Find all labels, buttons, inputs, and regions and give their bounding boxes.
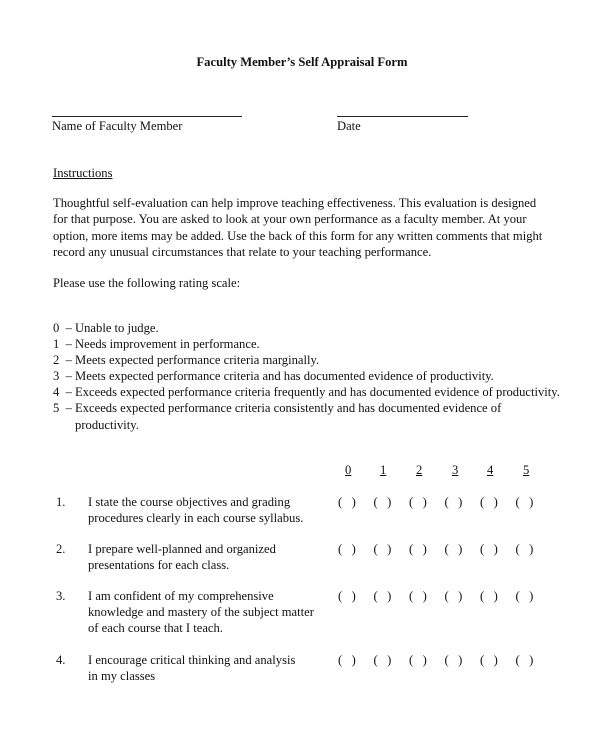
scale-item: 4 – Exceeds expected performance criteria frequently and has documented evidence of productivity. [53,385,560,400]
rating-option-4[interactable]: ( ) [480,495,498,509]
instructions-line: Thoughtful self-evaluation can help improve teaching effectiveness. This evaluation is designed [53,196,537,210]
item-number: 1. [56,495,66,509]
rating-option-4[interactable]: ( ) [480,653,498,667]
rating-option-5[interactable]: ( ) [515,589,534,603]
item-text-line: presentations for each class. [88,558,230,573]
instructions-line: option, more items may be added. Use the back of this form for any written comments that might [53,228,543,243]
rating-option-0[interactable]: ( ) [338,495,356,509]
item-text-line: I am confident of my comprehensive [88,589,274,603]
item-number: 4. [56,653,66,667]
item-number: 2. [56,542,66,556]
item-text-line: I prepare well-planned and organized [88,542,276,556]
rating-option-0[interactable]: ( ) [338,653,356,667]
scale-item: 3 – Meets expected performance criteria and has documented evidence of productivity. [53,369,494,384]
rating-header: 0 [345,463,352,477]
scale-item: 1 – Needs improvement in performance. [53,337,260,352]
rating-option-2[interactable]: ( ) [409,589,427,603]
rating-option-2[interactable]: ( ) [409,653,427,667]
rating-option-2[interactable]: ( ) [409,542,427,556]
rating-header: 5 [523,463,530,477]
instructions-line: for that purpose. You are asked to look at your own performance as a faculty member. At your [53,212,527,227]
instructions-paragraph [53,195,563,261]
item-text [88,541,276,573]
instructions-heading: Instructions [53,166,113,180]
item-text-line: I encourage critical thinking and analysis [88,653,296,667]
rating-scale-list [53,320,560,433]
scale-item: 2 – Meets expected performance criteria marginally. [53,353,320,368]
scale-item: 0 – Unable to judge. [53,321,159,335]
rating-option-1[interactable]: ( ) [373,589,392,603]
rating-header: 2 [416,463,423,477]
name-label: Name of Faculty Member [52,119,183,133]
rating-option-5[interactable]: ( ) [515,495,534,509]
rating-header: 1 [380,463,387,477]
rating-option-1[interactable]: ( ) [373,495,392,509]
item-number: 3. [56,589,66,603]
rating-option-2[interactable]: ( ) [409,495,427,509]
rating-option-5[interactable]: ( ) [515,542,534,556]
form-title: Faculty Member’s Self Appraisal Form [196,55,408,69]
date-signature-line[interactable] [337,116,468,117]
scale-item: productivity. [53,417,139,432]
rating-header: 4 [487,463,494,477]
scale-item: 5 – Exceeds expected performance criteria consistently and has documented evidence of [53,401,502,416]
date-label: Date [337,119,361,133]
instructions-line: record any unusual circumstances that relate to your teaching performance. [53,245,432,260]
item-text [88,652,295,684]
rating-header: 3 [452,463,459,477]
scale-intro: Please use the following rating scale: [53,276,241,290]
item-text-line: I state the course objectives and grading [88,495,291,509]
rating-option-3[interactable]: ( ) [444,495,463,509]
item-text-line: of each course that I teach. [88,621,223,636]
rating-option-4[interactable]: ( ) [480,542,498,556]
rating-option-3[interactable]: ( ) [444,589,463,603]
rating-option-0[interactable]: ( ) [338,589,356,603]
item-text-line: procedures clearly in each course syllabus. [88,511,304,526]
item-text [88,588,314,637]
name-signature-line[interactable] [52,116,242,117]
item-text [88,494,303,526]
rating-option-1[interactable]: ( ) [373,542,392,556]
item-text-line: knowledge and mastery of the subject matter [88,605,314,620]
item-text-line: in my classes [88,669,156,684]
rating-option-1[interactable]: ( ) [373,653,392,667]
rating-option-5[interactable]: ( ) [515,653,534,667]
rating-option-4[interactable]: ( ) [480,589,498,603]
rating-option-3[interactable]: ( ) [444,653,463,667]
rating-option-0[interactable]: ( ) [338,542,356,556]
rating-option-3[interactable]: ( ) [444,542,463,556]
